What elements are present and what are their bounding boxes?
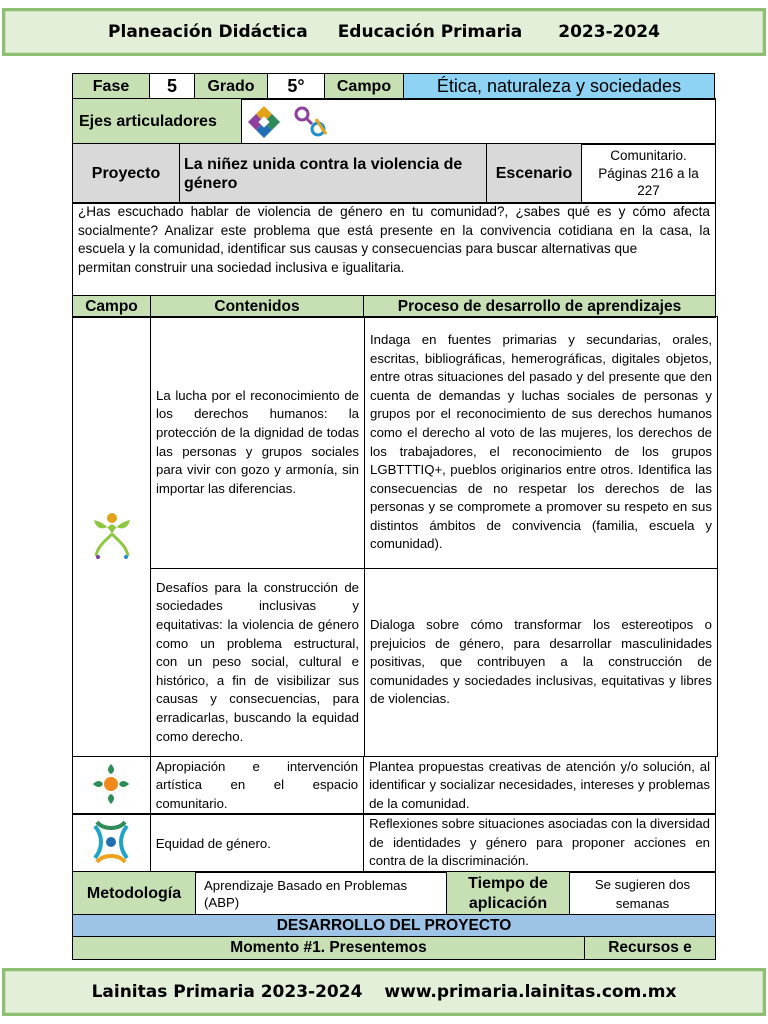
escenario-label: Escenario (486, 143, 582, 204)
grado-value: 5° (267, 73, 325, 100)
info-row-fase (72, 74, 716, 100)
metodologia-label: Metodología (72, 871, 196, 916)
equidad-genero-icon (89, 818, 133, 869)
apropiacion-artistica-icon (89, 762, 133, 809)
header-title: Planeación Didáctica (108, 22, 308, 42)
intro-row (72, 203, 716, 297)
header-year: 2023-2024 (558, 22, 660, 42)
campo-icon-cell (72, 316, 151, 757)
contenido-2: Desafíos para la construcción de sociedades inclusivas y equitativas: la violencia de género como un problema estructural, con un peso social, cultural e histórico, a fin de visibilizar sus causas y consecuencias, para erradicarlas, buscando la equidad como derecho. (150, 568, 365, 757)
intro-text: ¿Has escuchado hablar de violencia de género en tu comunidad?, ¿sabes qué es y cómo afecta socialmente? Analizar este problema que está presente en la convivencia cotidiana en la casa, la escuela y la comunidad, identificar sus causas y consecuencias para buscar alternativas que (78, 204, 710, 256)
campo-icon-cell (72, 756, 151, 815)
intro-cell (72, 202, 716, 297)
recursos-label: Recursos e (584, 936, 716, 960)
proceso-2: Dialoga sobre cómo transformar los estereotipos o prejuicios de género, para desarrollar masculinidades positivas, que contribuyen a la construcción de comunidades y sociedades inclusivas, equitativas y libres de violencias. (364, 568, 718, 757)
campo-icon-cell (72, 813, 151, 873)
table-row (72, 757, 716, 815)
table-header-row (72, 296, 716, 318)
proceso-4: Reflexiones sobre situaciones asociadas con la diversidad de identidades y género para proponer acciones en contra de la discriminación. (363, 813, 716, 873)
fase-value: 5 (149, 73, 195, 100)
proyecto-value: La niñez unida contra la violencia de género (179, 143, 487, 204)
escenario-value: Comunitario. Páginas 216 a la 227 (581, 143, 716, 204)
momento-title: Momento #1. Presentemos (72, 936, 585, 960)
momento-row (72, 937, 716, 960)
ejes-label: Ejes articuladores (72, 98, 242, 145)
fase-label: Fase (72, 73, 150, 100)
info-row-proyecto (72, 144, 716, 204)
proceso-1: Indaga en fuentes primarias y secundarias, orales, escritas, bibliográficas, hemerográficas, digitales objetos, entre otras situaciones del pasado y del presente que den cuenta de demandas y luchas sociales de personas y grupos por el reconocimiento de sus derechos humanos como el derecho al voto de las mujeres, los derechos de los trabajadores, el reconocimiento de los grupos LGBTTTIQ+, pueblos originarios entre otros. Identifica las consecuencias de no respetar los derechos de las personas y se compromete a promover su respeto en sus distintos ámbitos de convivencia (familia, escuela y comunidad). (364, 316, 718, 569)
header-level: Educación Primaria (337, 22, 523, 42)
desarrollo-title: DESARROLLO DEL PROYECTO (72, 914, 716, 938)
header-banner (2, 8, 766, 56)
tiempo-value: Se sugieren dos semanas (569, 871, 716, 916)
intro-last-line: permitan construir una sociedad inclusiva e igualitaria. (78, 259, 405, 275)
inclusion-icon (246, 104, 282, 140)
planeacion-document (72, 74, 716, 960)
etica-icon (92, 512, 132, 563)
table-row (72, 317, 716, 758)
metodologia-row (72, 872, 716, 916)
contenido-1: La lucha por el reconocimiento de los derechos humanos: la protección de la dignidad de todas las personas y grupos sociales para vivir con gozo y armonía, sin importar las diferencias. (150, 316, 365, 569)
campo-value: Ética, naturaleza y sociedades (403, 73, 715, 100)
ejes-icons (241, 98, 716, 145)
grado-label: Grado (194, 73, 268, 100)
campo-label: Campo (324, 73, 404, 100)
desarrollo-title-row (72, 915, 716, 938)
contenido-row-2 (150, 569, 718, 758)
header-proceso: Proceso de desarrollo de aprendizajes (363, 295, 716, 318)
contenido-3: Apropiación e intervención artística en el espacio comunitario. (150, 756, 364, 815)
proceso-3: Plantea propuestas creativas de atención y/o solución, al identificar y socializar necesidades, intereses y problemas de la comunidad. (363, 756, 716, 815)
footer-brand: Lainitas Primaria 2023-2024 (91, 982, 363, 1002)
header-campo: Campo (72, 295, 151, 318)
table-row (72, 814, 716, 873)
footer-banner (2, 968, 766, 1016)
igualdad-genero-icon (290, 104, 332, 140)
contenido-4: Equidad de género. (150, 813, 364, 873)
info-row-ejes (72, 99, 716, 145)
metodologia-value: Aprendizaje Basado en Problemas (ABP) (195, 871, 447, 916)
contenido-row-1 (150, 317, 718, 570)
footer-url[interactable]: www.primaria.lainitas.com.mx (384, 982, 677, 1002)
header-contenidos: Contenidos (150, 295, 364, 318)
tiempo-label: Tiempo de aplicación (446, 871, 570, 916)
proyecto-label: Proyecto (72, 143, 180, 204)
